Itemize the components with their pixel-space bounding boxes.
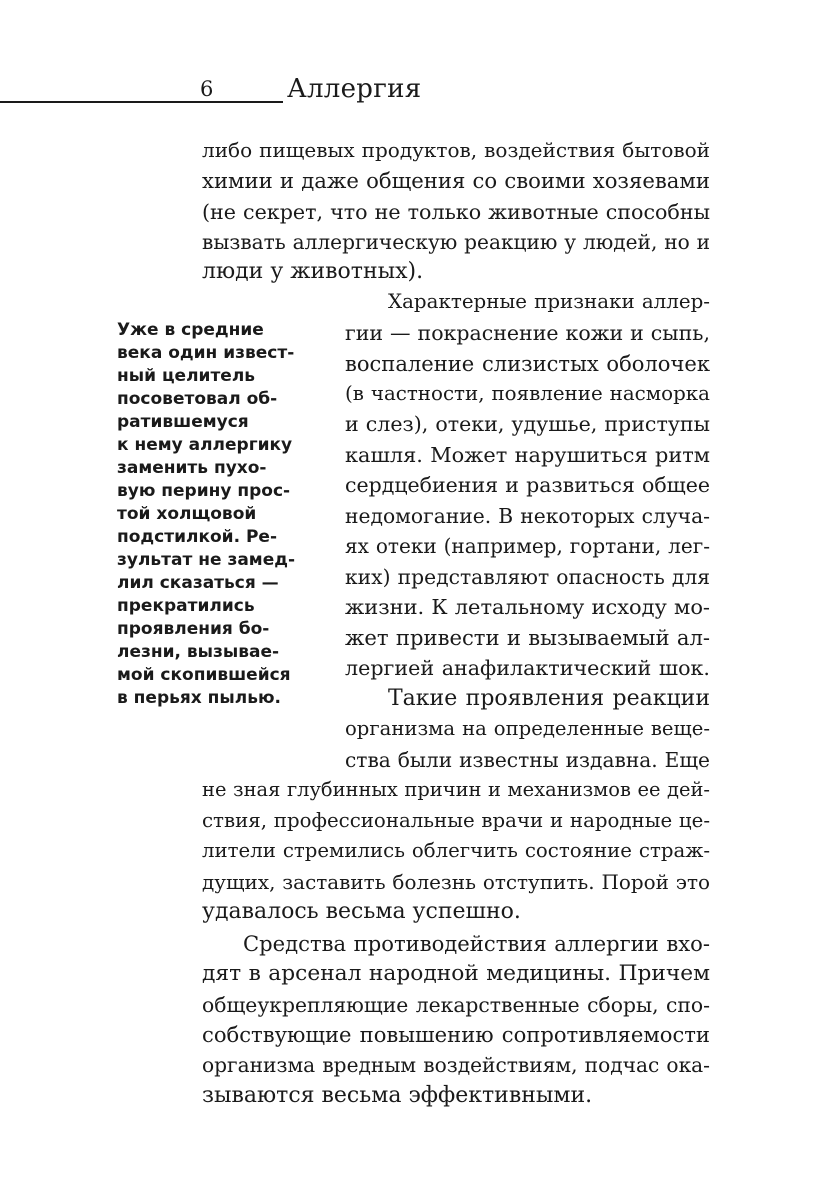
sidenote-line: зультат не замед- (117, 550, 296, 570)
sidenote-line: ный целитель (117, 366, 256, 386)
sidenote-line: посоветовал об- (117, 389, 278, 409)
text-line: организма на определенные веще- (345, 717, 710, 740)
text-line: жет привести и вызываемый ал- (345, 625, 710, 650)
sidenote-line: Уже в средние (117, 320, 264, 340)
text-line: лители стремились облегчить состояние страж- (202, 839, 710, 862)
sidenote-line: вую перину прос- (117, 481, 291, 501)
sidenote-line: лезни, вызывае- (117, 642, 280, 662)
sidenote-line: ратившемуся (117, 412, 249, 432)
sidenote-line: в перьях пылью. (117, 688, 281, 708)
text-line: вызвать аллергическую реакцию у людей, но и (202, 230, 710, 254)
text-line: ях отеки (например, гортани, лег- (345, 534, 710, 558)
sidenote-line: проявления бо- (117, 619, 270, 639)
text-line: сердцебиения и развиться общее (345, 473, 710, 497)
text-line: жизни. К летальному исходу мо- (345, 595, 710, 619)
text-line: кашля. Может нарушиться ритм (345, 443, 710, 467)
text-line: (не секрет, что не только животные способны (202, 200, 710, 224)
text-line: собствующие повышению сопротивляемости (202, 1022, 710, 1047)
text-line: ствия, профессиональные врачи и народные це- (202, 809, 710, 832)
text-line: люди у животных). (202, 259, 424, 284)
text-line: недомогание. В некоторых случа- (345, 504, 710, 528)
running-title: Аллергия (287, 74, 422, 104)
sidenote-line: прекратились (117, 596, 255, 616)
text-line: гии — покраснение кожи и сыпь, (345, 321, 710, 345)
text-line: ких) представляют опасность для (345, 565, 710, 589)
sidenote-line: той холщовой (117, 504, 257, 524)
text-line: лергией анафилактический шок. (345, 656, 710, 680)
text-line: Такие проявления реакции (388, 686, 710, 711)
text-line: либо пищевых продуктов, воздействия бытовой (202, 138, 710, 162)
text-line: воспаление слизистых оболочек (345, 351, 710, 376)
sidenote-line: подстилкой. Ре- (117, 527, 277, 547)
sidenote-line: века один извест- (117, 343, 295, 363)
text-line: зываются весьма эффективными. (202, 1083, 593, 1108)
sidenote-line: заменить пухо- (117, 458, 267, 478)
text-line: ства были известны издавна. Еще (345, 748, 710, 772)
text-line: не зная глубинных причин и механизмов ее дей- (202, 778, 710, 801)
text-line: общеукрепляющие лекарственные сборы, спо- (202, 993, 710, 1017)
text-line: и слез), отеки, удушье, приступы (345, 412, 710, 436)
text-line: удавалось весьма успешно. (202, 899, 521, 924)
text-line: химии и даже общения со своими хозяевами (202, 168, 710, 193)
text-line: дят в арсенал народной медицины. Причем (202, 961, 710, 986)
text-line: дущих, заставить болезнь отступить. Порой это (202, 870, 710, 894)
sidenote-line: мой скопившейся (117, 665, 291, 685)
text-line: Средства противодействия аллергии вхо- (243, 931, 710, 956)
header-rule (0, 101, 283, 103)
text-line: Характерные признаки аллер- (388, 290, 710, 313)
sidenote-line: лил сказаться — (117, 573, 279, 593)
sidenote-line: к нему аллергику (117, 435, 293, 455)
text-line: (в частности, появление насморка (345, 382, 710, 405)
page-number: 6 (200, 77, 214, 101)
text-line: организма вредным воздействиям, подчас ока- (202, 1053, 710, 1077)
